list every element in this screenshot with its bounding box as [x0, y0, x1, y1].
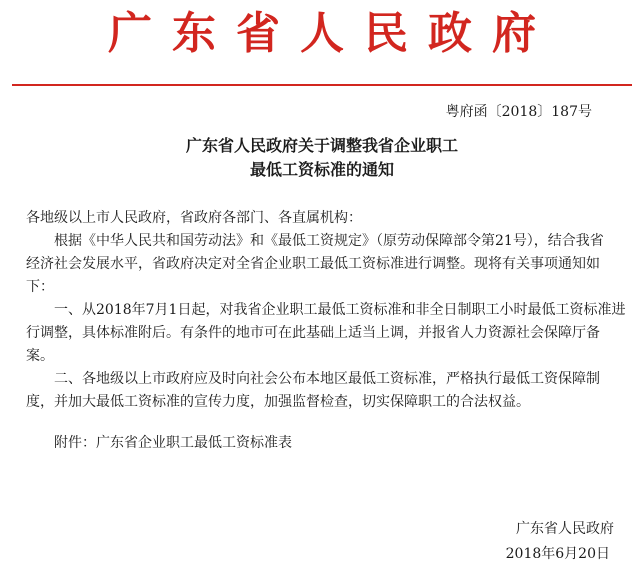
- item-1-line-1: 一、从2018年7月1日起，对我省企业职工最低工资标准和非全日制职工小时最低工资标准进: [54, 302, 626, 318]
- notice-title-line-1: 广东省人民政府关于调整我省企业职工: [185, 136, 458, 155]
- issue-date: 2018年6月20日: [505, 546, 610, 562]
- intro-line-1: 根据《中华人民共和国劳动法》和《最低工资规定》（原劳动保障部令第21号），结合我省: [54, 233, 604, 249]
- intro-line-3: 下：: [26, 279, 54, 295]
- item-1-line-3: 案。: [26, 348, 54, 364]
- addressee: 各地级以上市人民政府，省政府各部门、各直属机构：: [26, 210, 362, 226]
- paragraph-spacer: [26, 414, 606, 432]
- document-number: 粤府函〔2018〕187号: [445, 104, 592, 120]
- attachment-note: 附件：广东省企业职工最低工资标准表: [54, 435, 292, 451]
- item-1-line-2: 行调整，具体标准附后。有条件的地市可在此基础上适当上调，并报省人力资源社会保障厅备: [26, 325, 600, 341]
- issuer-signature: 广东省人民政府: [516, 521, 614, 537]
- item-2-line-2: 度，并加大最低工资标准的宣传力度，加强监督检查，切实保障职工的合法权益。: [26, 394, 530, 410]
- masthead-divider: [12, 84, 632, 86]
- masthead-title: 广东省人民政府: [108, 8, 556, 59]
- item-2-line-1: 二、各地级以上市政府应及时向社会公布本地区最低工资标准，严格执行最低工资保障制: [54, 371, 600, 387]
- notice-body: [26, 207, 626, 455]
- notice-title-line-2: 最低工资标准的通知: [249, 160, 394, 179]
- intro-line-2: 经济社会发展水平，省政府决定对全省企业职工最低工资标准进行调整。现将有关事项通知如: [26, 256, 600, 272]
